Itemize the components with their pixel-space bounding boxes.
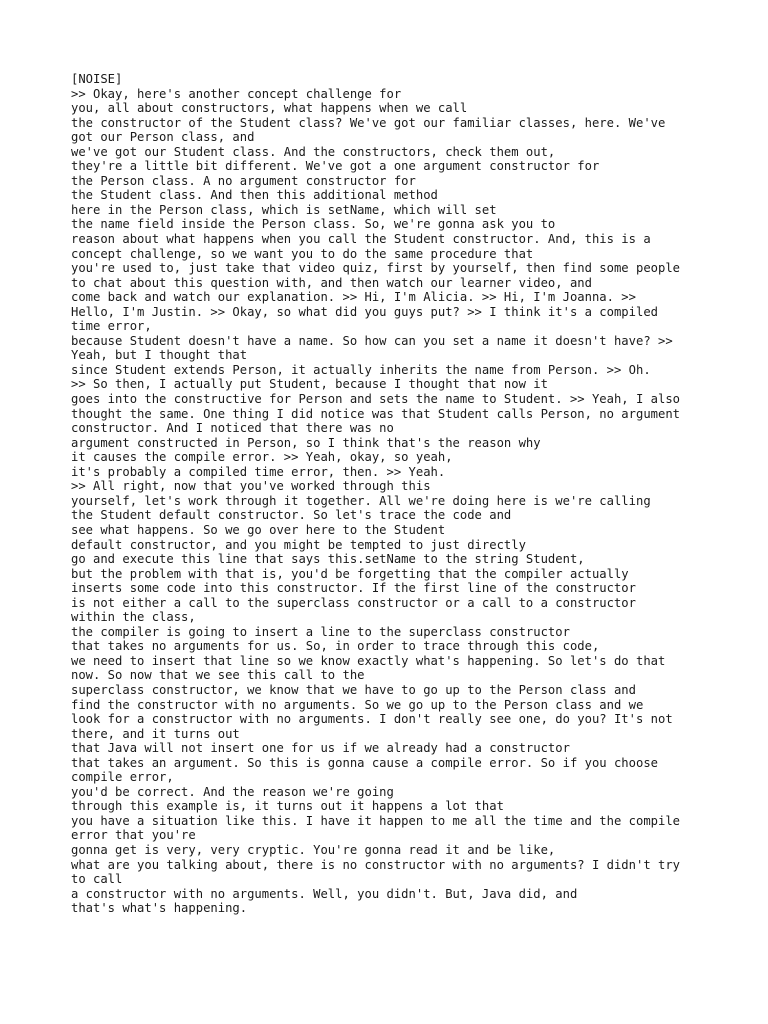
transcript-line: here in the Person class, which is setName, which will set: [71, 202, 497, 217]
transcript-line: since Student extends Person, it actually inherits the name from Person. >> Oh.: [71, 362, 651, 377]
transcript-line: the Student default constructor. So let's trace the code and: [71, 508, 512, 523]
transcript-line: >> So then, I actually put Student, because I thought that now it: [71, 377, 548, 392]
transcript-line: goes into the constructive for Person and sets the name to Student. >> Yeah, I also: [71, 392, 681, 407]
transcript-line: what are you talking about, there is no constructor with no arguments? I didn't try: [71, 857, 681, 872]
transcript-line: look for a constructor with no arguments. I don't really see one, do you? It's not: [71, 712, 673, 727]
transcript-line: reason about what happens when you call the Student constructor. And, this is a: [71, 232, 651, 247]
transcript-line: got our Person class, and: [71, 130, 255, 145]
transcript-line: you, all about constructors, what happens when we call: [71, 101, 468, 116]
transcript-line: that takes an argument. So this is gonna cause a compile error. So if you choose: [71, 755, 658, 770]
transcript-line: default constructor, and you might be tempted to just directly: [71, 537, 526, 552]
transcript-text: [71, 72, 711, 916]
transcript-line: the Person class. A no argument constructor for: [71, 173, 416, 188]
transcript-line: yourself, let's work through it together. All we're doing here is we're calling: [71, 493, 651, 508]
transcript-line: Hello, I'm Justin. >> Okay, so what did you guys put? >> I think it's a compiled: [71, 304, 658, 319]
transcript-line: concept challenge, so we want you to do the same procedure that: [71, 246, 534, 261]
transcript-line: that's what's happening.: [71, 901, 248, 916]
transcript-line: >> Okay, here's another concept challenge for: [71, 86, 402, 101]
transcript-line: see what happens. So we go over here to the Student: [71, 522, 446, 537]
transcript-line: there, and it turns out: [71, 726, 240, 741]
transcript-line: compile error,: [71, 770, 174, 785]
transcript-line: go and execute this line that says this.setName to the string Student,: [71, 552, 585, 567]
transcript-line: it causes the compile error. >> Yeah, okay, so yeah,: [71, 450, 453, 465]
transcript-line: time error,: [71, 319, 152, 334]
transcript-line: we've got our Student class. And the constructors, check them out,: [71, 144, 556, 159]
transcript-line: error that you're: [71, 828, 196, 843]
transcript-line: within the class,: [71, 610, 196, 625]
transcript-line: Yeah, but I thought that: [71, 348, 248, 363]
transcript-line: gonna get is very, very cryptic. You're gonna read it and be like,: [71, 842, 556, 857]
transcript-line: you have a situation like this. I have it happen to me all the time and the compile: [71, 813, 681, 828]
transcript-line: come back and watch our explanation. >> Hi, I'm Alicia. >> Hi, I'm Joanna. >>: [71, 290, 636, 305]
transcript-line: superclass constructor, we know that we have to go up to the Person class and: [71, 682, 636, 697]
transcript-line: constructor. And I noticed that there was no: [71, 421, 394, 436]
transcript-line: because Student doesn't have a name. So how can you set a name it doesn't have? >>: [71, 333, 673, 348]
transcript-line: they're a little bit different. We've got a one argument constructor for: [71, 159, 600, 174]
transcript-line: argument constructed in Person, so I think that's the reason why: [71, 435, 541, 450]
transcript-line: to call: [71, 872, 123, 887]
transcript-line: find the constructor with no arguments. So we go up to the Person class and we: [71, 697, 644, 712]
transcript-line: a constructor with no arguments. Well, you didn't. But, Java did, and: [71, 886, 578, 901]
transcript-line: the name field inside the Person class. So, we're gonna ask you to: [71, 217, 556, 232]
transcript-line: you'd be correct. And the reason we're going: [71, 784, 394, 799]
transcript-line: we need to insert that line so we know exactly what's happening. So let's do that: [71, 653, 666, 668]
transcript-line: but the problem with that is, you'd be forgetting that the compiler actually: [71, 566, 629, 581]
transcript-line: [NOISE]: [71, 72, 123, 86]
transcript-line: that Java will not insert one for us if we already had a constructor: [71, 741, 570, 756]
transcript-line: that takes no arguments for us. So, in order to trace through this code,: [71, 639, 600, 654]
transcript-line: the compiler is going to insert a line to the superclass constructor: [71, 624, 570, 639]
transcript-line: inserts some code into this constructor. If the first line of the constructor: [71, 581, 636, 596]
transcript-line: now. So now that we see this call to the: [71, 668, 365, 683]
transcript-line: >> All right, now that you've worked through this: [71, 479, 431, 494]
transcript-line: through this example is, it turns out it happens a lot that: [71, 799, 504, 814]
transcript-line: is not either a call to the superclass constructor or a call to a constructor: [71, 595, 636, 610]
transcript-line: it's probably a compiled time error, then. >> Yeah.: [71, 464, 446, 479]
transcript-line: you're used to, just take that video quiz, first by yourself, then find some people: [71, 261, 681, 276]
transcript-line: to chat about this question with, and then watch our learner video, and: [71, 275, 592, 290]
transcript-line: the constructor of the Student class? We've got our familiar classes, here. We've: [71, 115, 666, 130]
transcript-line: the Student class. And then this additional method: [71, 188, 438, 203]
transcript-line: thought the same. One thing I did notice was that Student calls Person, no argument: [71, 406, 681, 421]
